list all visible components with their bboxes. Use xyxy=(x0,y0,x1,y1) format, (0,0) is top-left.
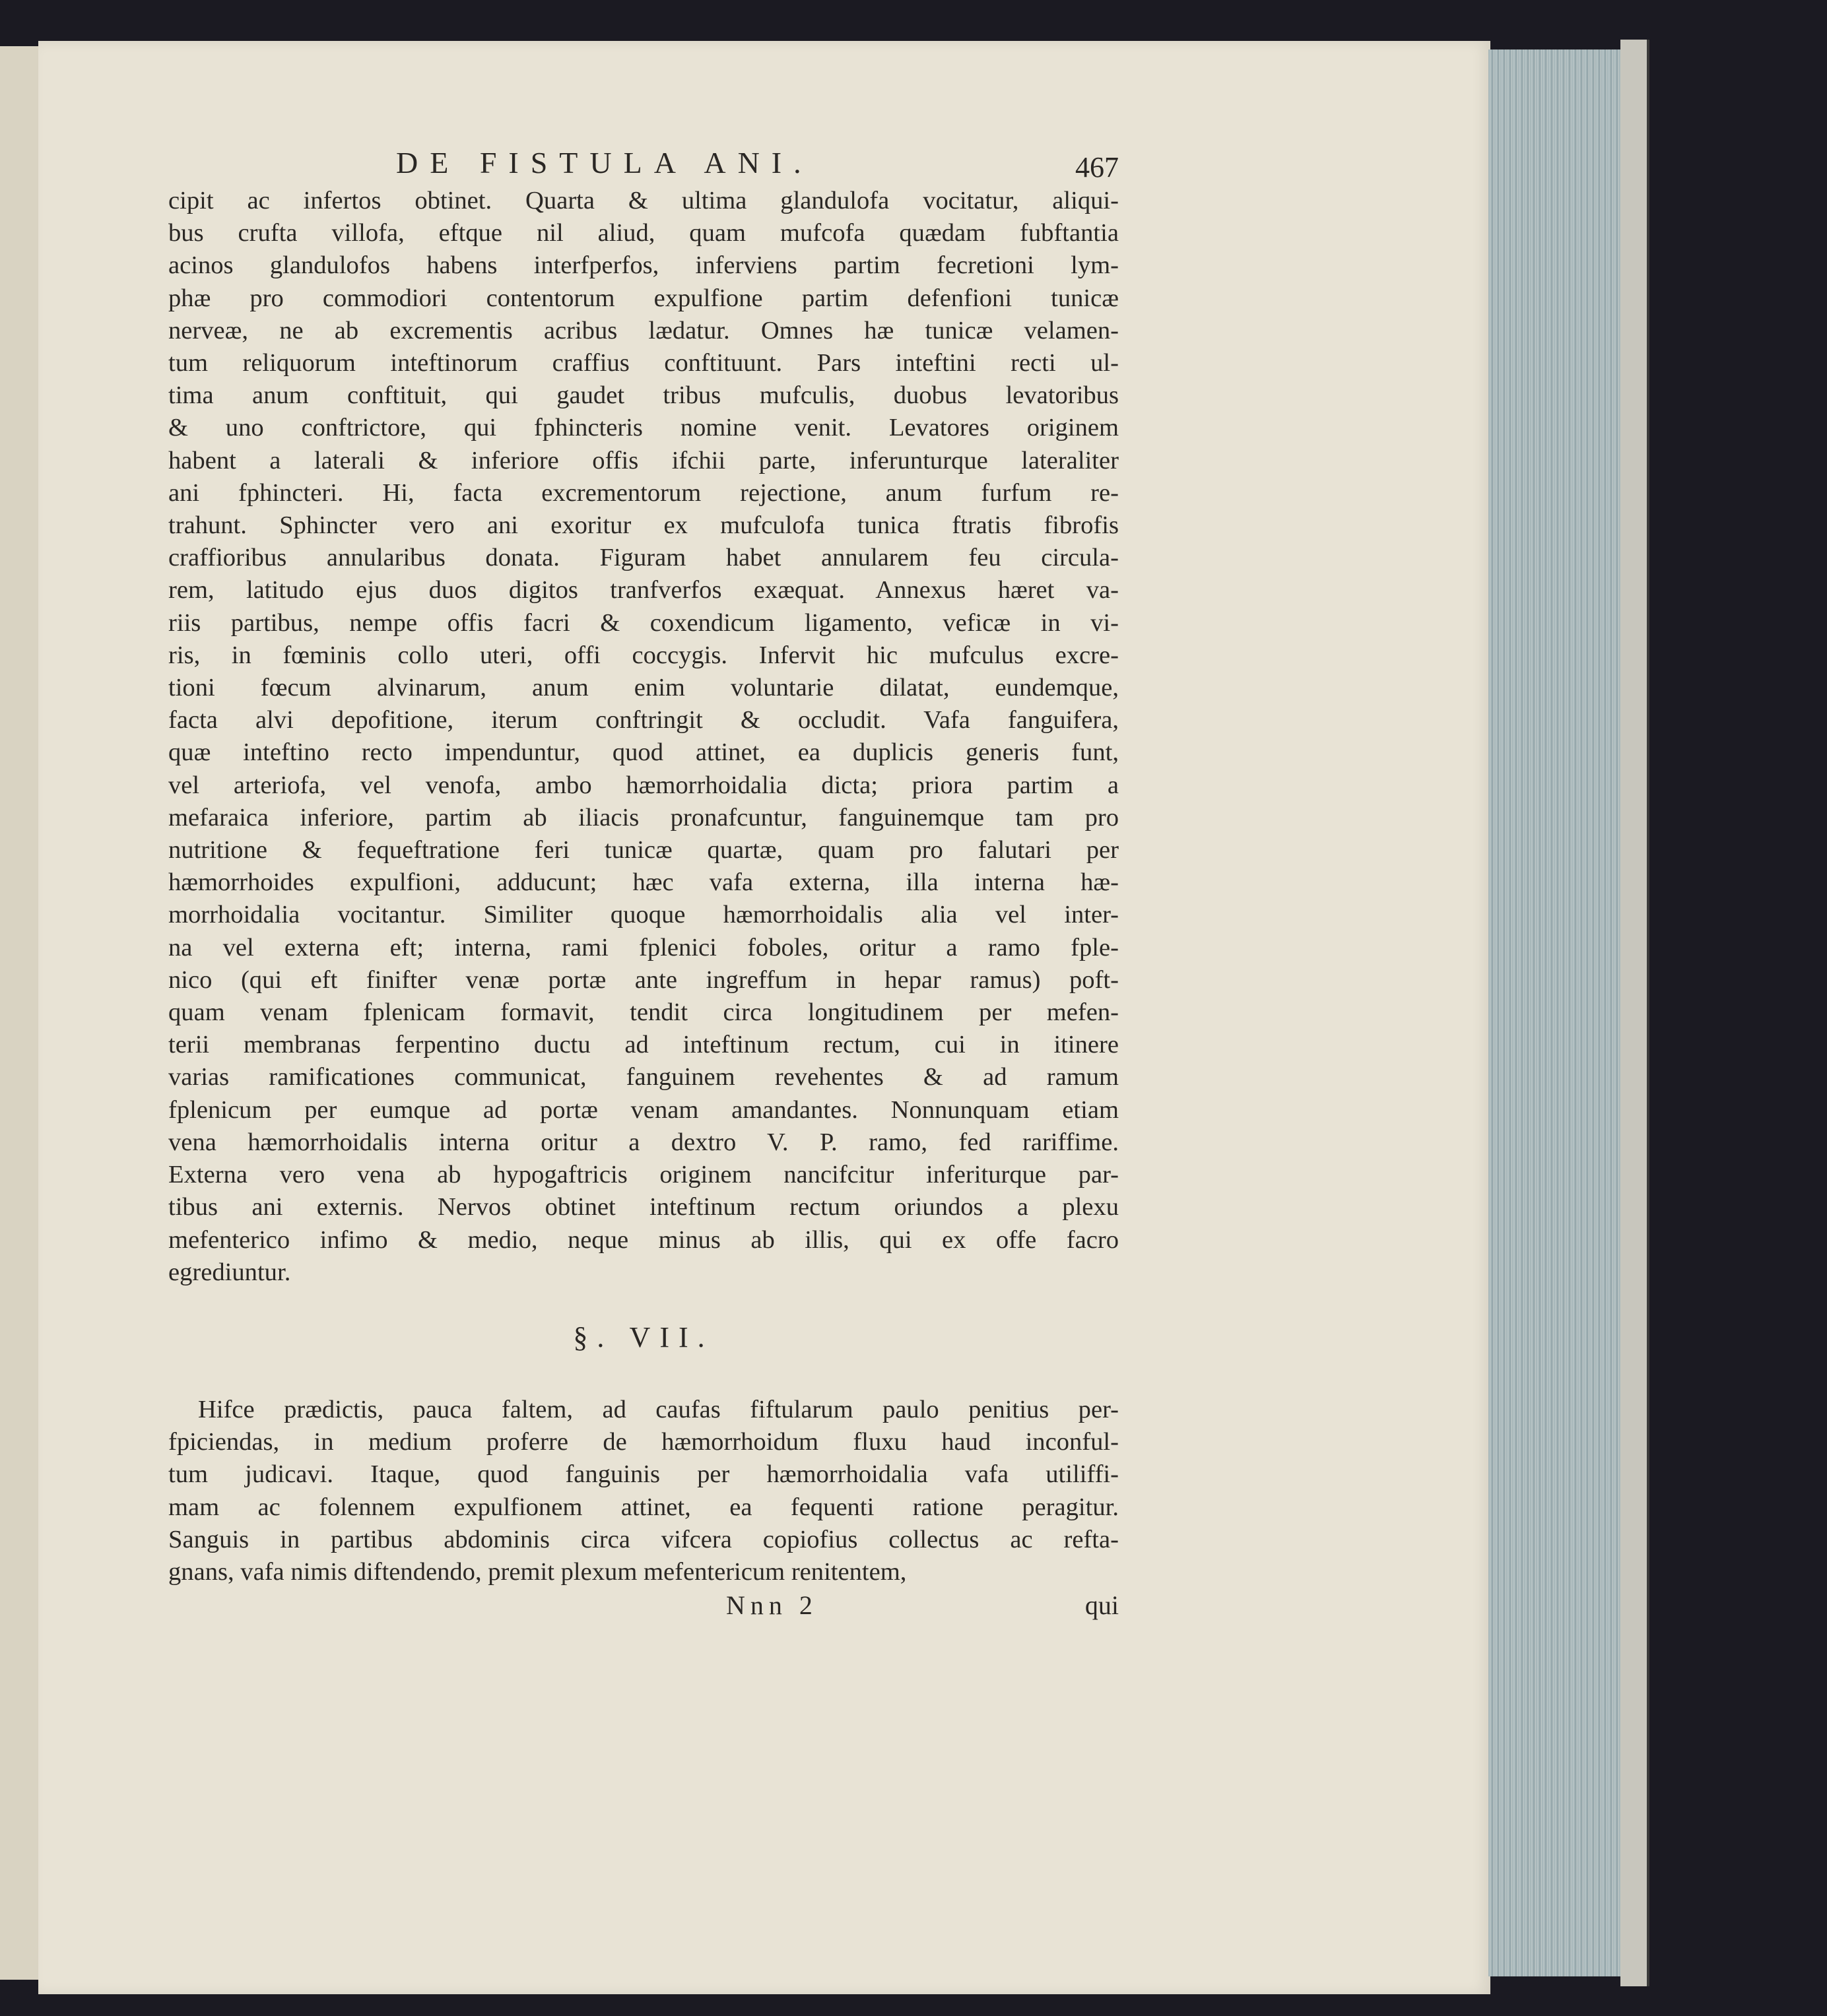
text-line: ris, in fœminis collo uteri, offi coccygis. Infervit hic mufculus excre- xyxy=(168,641,1119,669)
facing-page-edge xyxy=(0,46,41,1980)
text-line: Hifce prædictis, pauca faltem, ad caufas fiftularum paulo penitius per- xyxy=(198,1395,1119,1423)
text-line: hæmorrhoides expulfioni, adducunt; hæc vafa externa, illa interna hæ- xyxy=(168,868,1119,897)
paragraph-2 xyxy=(168,1394,1119,1588)
text-line: Sanguis in partibus abdominis circa vifcera copiofius collectus ac refta- xyxy=(168,1525,1119,1553)
text-line: craffioribus annularibus donata. Figuram habet annularem feu circula- xyxy=(168,544,1119,572)
text-line: mefenterico infimo & medio, neque minus ab illis, qui ex offe facro xyxy=(168,1225,1119,1254)
text-line: terii membranas ferpentino ductu ad inteftinum rectum, cui in itinere xyxy=(168,1031,1119,1059)
text-line: mefaraica inferiore, partim ab iliacis pronafcuntur, fanguinemque tam pro xyxy=(168,803,1119,831)
text-line: habent a laterali & inferiore offis ifchii parte, inferunturque lateraliter xyxy=(168,446,1119,474)
text-line: fplenicum per eumque ad portæ venam amandantes. Nonnunquam etiam xyxy=(168,1095,1119,1124)
page-header xyxy=(168,145,1119,185)
catchword: qui xyxy=(1084,1590,1119,1621)
paragraph-1 xyxy=(168,185,1119,1289)
text-line: na vel externa eft; interna, rami fplenici foboles, oritur a ramo fple- xyxy=(168,933,1119,961)
text-block xyxy=(168,145,1119,1621)
section-heading: §. VII. xyxy=(573,1320,714,1353)
text-line: nico (qui eft finifter venæ portæ ante ingreffum in hepar ramus) poft- xyxy=(168,965,1119,994)
text-line: nerveæ, ne ab excrementis acribus lædatur. Omnes hæ tunicæ velamen- xyxy=(168,316,1119,344)
signature-mark: Nnn 2 xyxy=(726,1590,818,1621)
text-line: phæ pro commodiori contentorum expulfione partim defenfioni tunicæ xyxy=(168,284,1119,312)
text-line: tum reliquorum inteftinorum craffius conftituunt. Pars inteftini recti ul- xyxy=(168,349,1119,377)
text-line: morrhoidalia vocitantur. Similiter quoque hæmorrhoidalis alia vel inter- xyxy=(168,901,1119,929)
text-line: Externa vero vena ab hypogaftricis originem nancifcitur inferiturque par- xyxy=(168,1161,1119,1189)
text-line: gnans, vafa nimis diftendendo, premit plexum mefentericum renitentem, xyxy=(168,1557,907,1586)
text-line: egrediuntur. xyxy=(168,1258,291,1286)
text-line: rem, latitudo ejus duos digitos tranfverfos exæquat. Annexus hæret va- xyxy=(168,576,1119,604)
text-line: tum judicavi. Itaque, quod fanguinis per hæmorrhoidalia vafa utiliffi- xyxy=(168,1460,1119,1489)
text-line: vena hæmorrhoidalis interna oritur a dextro V. P. ramo, fed rariffime. xyxy=(168,1128,1119,1156)
text-line: quam venam fplenicam formavit, tendit circa longitudinem per mefen- xyxy=(168,998,1119,1027)
book-cover-edge xyxy=(1620,40,1649,1986)
text-line: trahunt. Sphincter vero ani exoritur ex mufculofa tunica ftratis fibrofis xyxy=(168,511,1119,540)
text-line: nutritione & fequeftratione feri tunicæ quartæ, quam pro falutari per xyxy=(168,836,1119,864)
text-line: mam ac folennem expulfionem attinet, ea fequenti ratione peragitur. xyxy=(168,1493,1119,1521)
text-line: & uno conftrictore, qui fphincteris nomine venit. Levatores originem xyxy=(168,414,1119,442)
text-line: cipit ac infertos obtinet. Quarta & ultima glandulofa vocitatur, aliqui- xyxy=(168,187,1119,214)
running-title: DE FISTULA ANI. xyxy=(396,146,813,179)
text-line: tima anum conftituit, qui gaudet tribus mufculis, duobus levatoribus xyxy=(168,381,1119,410)
text-line: acinos glandulofos habens interfperfos, inferviens partim fecretioni lym- xyxy=(168,251,1119,280)
page-number: 467 xyxy=(1075,151,1119,183)
text-line: ani fphincteri. Hi, facta excrementorum rejectione, anum furfum re- xyxy=(168,478,1119,507)
page-footer xyxy=(168,1588,1119,1621)
text-line: facta alvi depofitione, iterum conftringit & occludit. Vafa fanguifera, xyxy=(168,706,1119,734)
text-line: varias ramificationes communicat, fanguinem revehentes & ad ramum xyxy=(168,1063,1119,1091)
page-edges xyxy=(1488,49,1624,1976)
text-line: vel arteriofa, vel venofa, ambo hæmorrhoidalia dicta; priora partim a xyxy=(168,771,1119,799)
text-line: quæ inteftino recto impenduntur, quod attinet, ea duplicis generis funt, xyxy=(168,738,1119,767)
text-line: tibus ani externis. Nervos obtinet inteftinum rectum oriundos a plexu xyxy=(168,1193,1119,1221)
text-line: fpiciendas, in medium proferre de hæmorrhoidum fluxu haud inconful- xyxy=(168,1428,1119,1456)
text-line: tioni fœcum alvinarum, anum enim voluntarie dilatat, eundemque, xyxy=(168,674,1119,702)
text-line: riis partibus, nempe offis facri & coxendicum ligamento, veficæ in vi- xyxy=(168,608,1119,637)
text-line: bus crufta villofa, eftque nil aliud, quam mufcofa quædam fubftantia xyxy=(168,219,1119,247)
